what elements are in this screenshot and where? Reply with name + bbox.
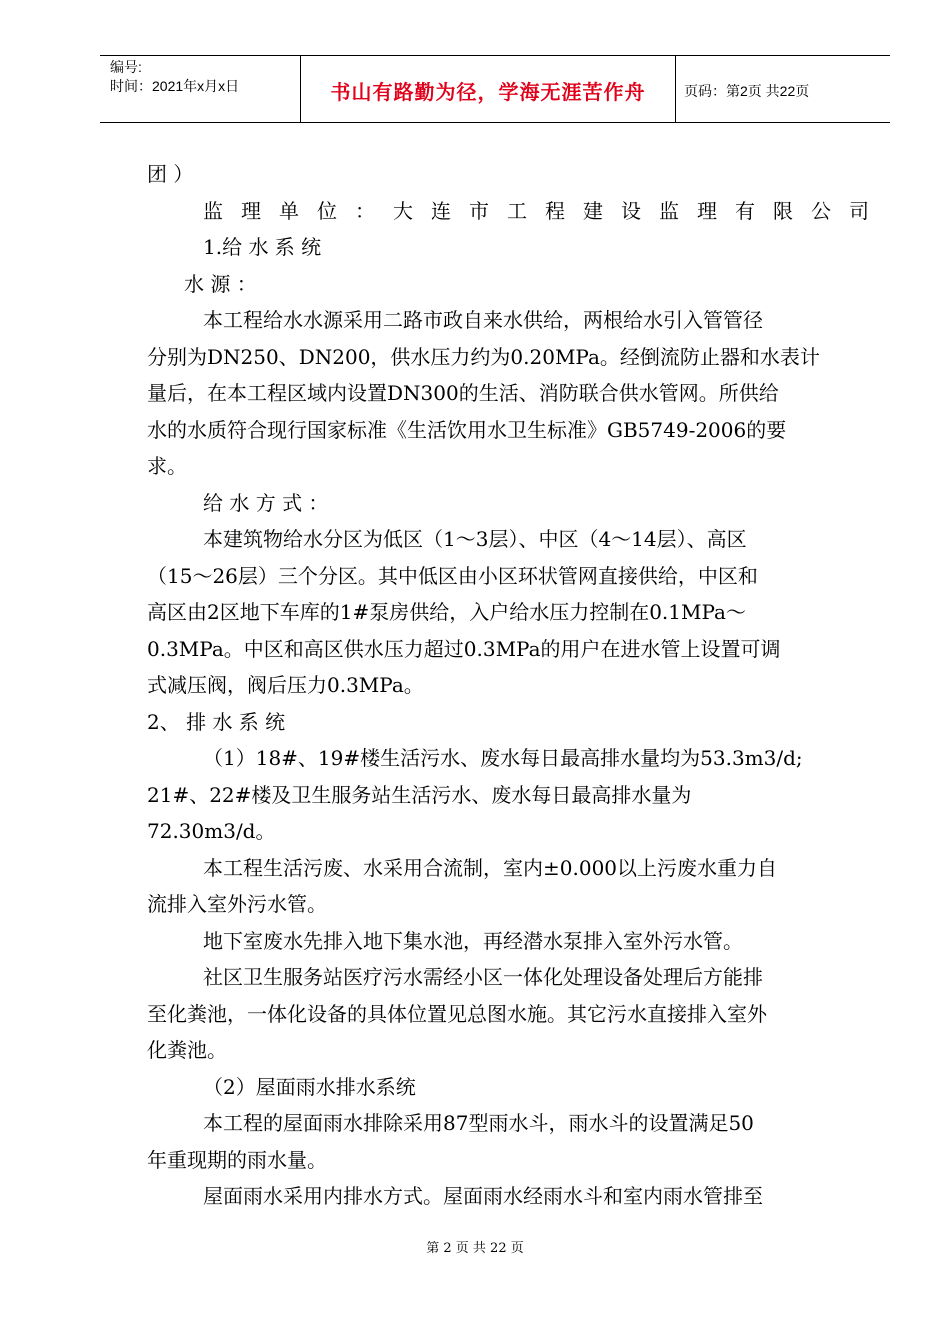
code-label: 编号:: [110, 59, 142, 75]
body-line: 式减压阀，阀后压力0.3MPa。: [147, 673, 424, 697]
body-line: 分别为DN250、DN200，供水压力约为0.20MPa。经倒流防止器和水表计: [147, 344, 820, 369]
time-label: 时间：2021年x月x日: [110, 78, 240, 94]
page-footer: 第 2 页 共 22 页: [426, 1241, 524, 1256]
body-line: 本工程的屋面雨水排除采用87型雨水斗，雨水斗的设置满足50: [203, 1111, 754, 1135]
body-line: 屋面雨水采用内排水方式。屋面雨水经雨水斗和室内雨水管排至: [203, 1184, 763, 1208]
body-line: 至化粪池，一体化设备的具体位置见总图水施。其它污水直接排入室外: [147, 1001, 767, 1026]
supervision-unit-line: 监理单位：大连市工程建设监理有限公司: [203, 198, 887, 223]
page-header: [100, 55, 890, 123]
section-heading-water-supply: 1.给 水 系 统: [203, 235, 322, 259]
body-line: 社区卫生服务站医疗污水需经小区一体化处理设备处理后方能排: [203, 965, 763, 989]
subheading-water-source: 水 源 ：: [184, 271, 257, 296]
section-heading-drainage: 2、 排 水 系 统: [147, 709, 286, 734]
body-line: 求。: [147, 454, 187, 478]
header-motto-cell: [301, 56, 676, 122]
body-line: （15～26层）三个分区。其中低区由小区环状管网直接供给，中区和: [147, 563, 758, 588]
body-line: 本工程生活污废、水采用合流制，室内±0.000以上污废水重力自: [203, 855, 778, 880]
body-line: 本工程给水水源采用二路市政自来水供给，两根给水引入管管径: [203, 308, 763, 332]
body-line: 21#、22#楼及卫生服务站生活污水、废水每日最高排水量为: [147, 782, 692, 807]
body-line: 地下室废水先排入地下集水池，再经潜水泵排入室外污水管。: [203, 928, 743, 953]
subheading-supply-method: 给 水 方 式 ：: [203, 490, 329, 515]
body-line: （1）18#、19#楼生活污水、废水每日最高排水量均为53.3m3/d;: [203, 746, 803, 770]
body-line: 本建筑物给水分区为低区（1～3层）、中区（4～14层）、高区: [203, 527, 747, 551]
subheading-roof-rainwater: （2）屋面雨水排水系统: [203, 1074, 416, 1099]
body-line: 高区由2区地下车库的1#泵房供给，入户给水压力控制在0.1MPa～: [147, 600, 746, 624]
header-meta-cell: [100, 56, 301, 122]
body-line: 量后，在本工程区域内设置DN300的生活、消防联合供水管网。所供给: [147, 381, 779, 405]
body-line: 72.30m3/d。: [147, 819, 276, 843]
document-body: [147, 156, 887, 1215]
header-page-cell: [676, 56, 890, 122]
body-line: 流排入室外污水管。: [147, 892, 327, 916]
body-line: 团 ）: [147, 162, 194, 186]
motto-text: 书山有路勤为径，学海无涯苦作舟: [330, 80, 646, 104]
body-line: 化粪池。: [147, 1038, 227, 1062]
body-line: 水的水质符合现行国家标准《生活饮用水卫生标准》GB5749-2006的要: [147, 417, 787, 442]
body-line: 年重现期的雨水量。: [147, 1147, 327, 1172]
body-line: 0.3MPa。中区和高区供水压力超过0.3MPa的用户在进水管上设置可调: [147, 636, 781, 661]
page-info: 页码：第2页 共22页: [684, 83, 810, 99]
